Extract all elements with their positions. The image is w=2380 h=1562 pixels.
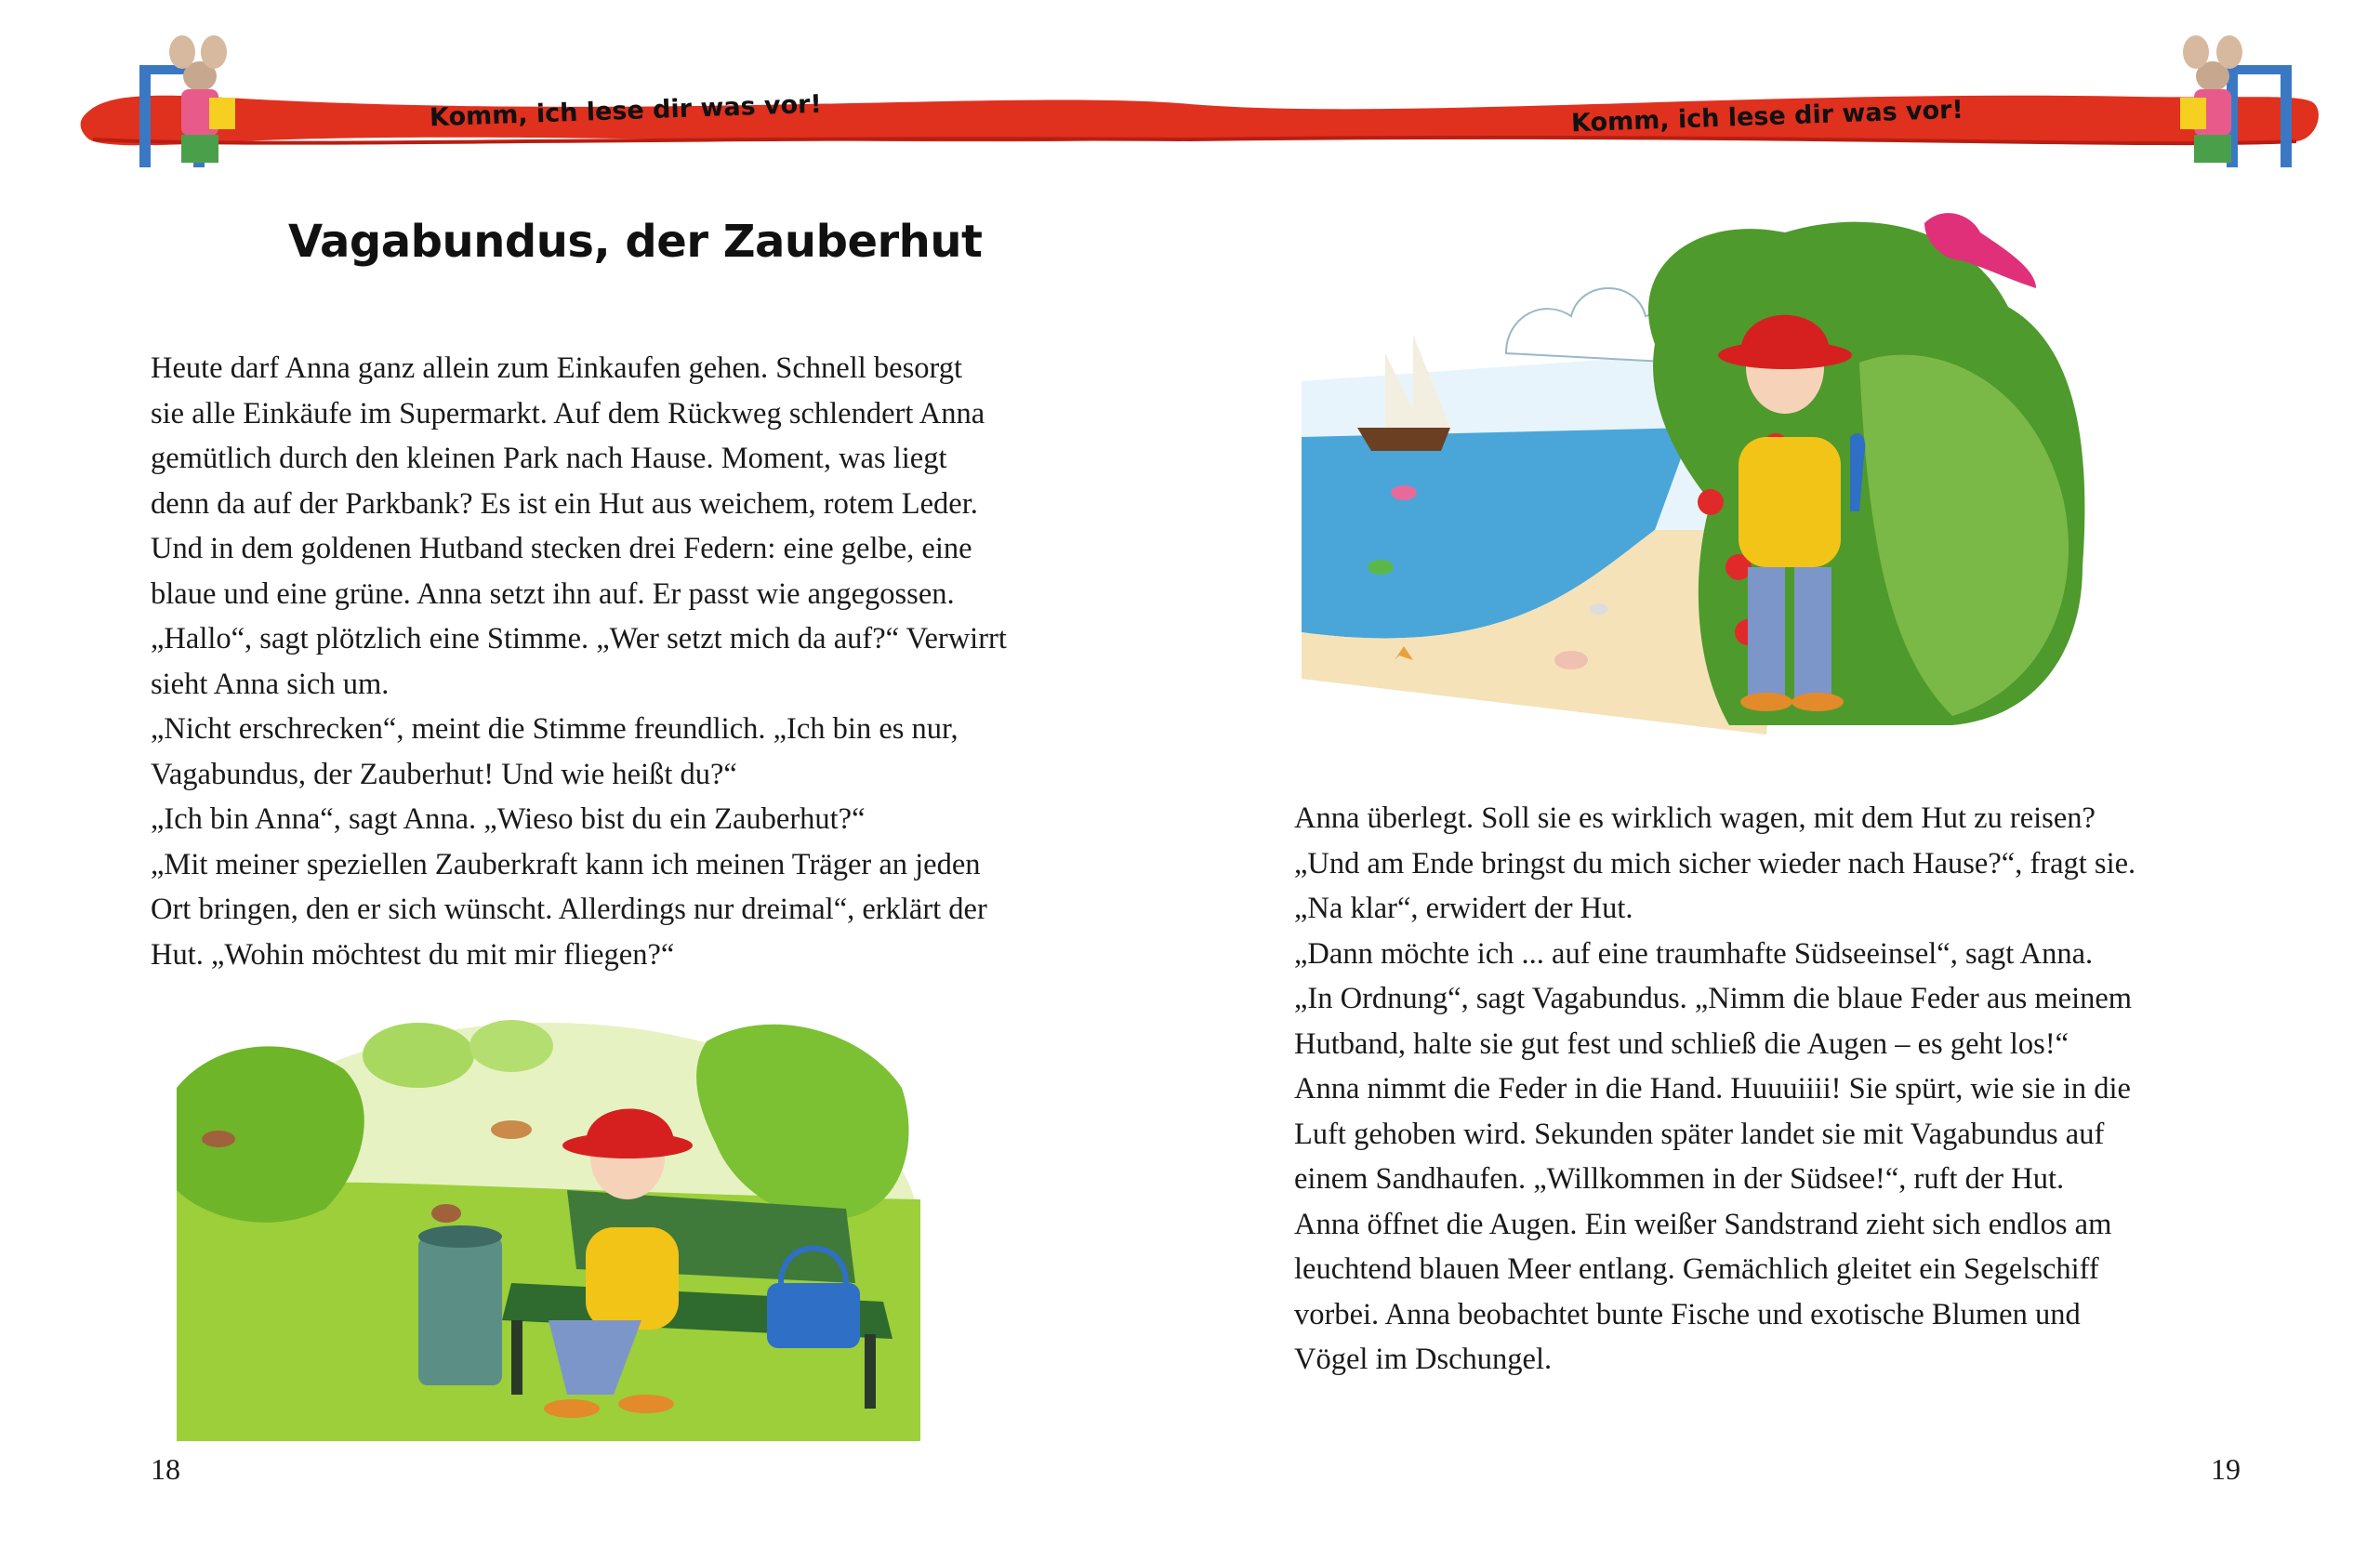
text-line: „Ich bin Anna“, sagt Anna. „Wieso bist du ein Zauberhut?“ [151, 802, 866, 836]
left-page-text [151, 346, 1136, 977]
text-line: blaue und eine grüne. Anna setzt ihn auf. Er passt wie angegossen. [151, 576, 955, 611]
text-line: Luft gehoben wird. Sekunden später landet sie mit Vagabundus auf [1294, 1117, 2105, 1151]
text-line: „Hallo“, sagt plötzlich eine Stimme. „Wer setzt mich da auf?“ Verwirrt [151, 622, 1007, 655]
text-line: gemütlich durch den kleinen Park nach Hause. Moment, was liegt [151, 442, 947, 475]
page-number-right: 19 [2211, 1452, 2241, 1486]
page-number-left: 18 [151, 1452, 180, 1486]
text-line: einem Sandhaufen. „Willkommen in der Südsee!“, ruft der Hut. [1294, 1162, 2065, 1196]
text-line: Heute darf Anna ganz allein zum Einkaufen gehen. Schnell besorgt [151, 351, 962, 385]
text-line: sie alle Einkäufe im Supermarkt. Auf dem Rückweg schlendert Anna [151, 396, 985, 430]
text-line: Vögel im Dschungel. [1294, 1343, 1553, 1376]
text-line: „Nicht erschrecken“, meint die Stimme freundlich. „Ich bin es nur, [151, 712, 959, 746]
text-line: vorbei. Anna beobachtet bunte Fische und exotische Blumen und [1294, 1297, 2081, 1331]
text-line: „Mit meiner speziellen Zauberkraft kann ich meinen Träger an jeden [151, 847, 981, 881]
banner-text-right: Komm, ich lese dir was vor! [1570, 95, 1964, 139]
beach-illustration [1302, 195, 2092, 735]
text-line: Vagabundus, der Zauberhut! Und wie heißt du?“ [151, 757, 737, 791]
banner-text-left: Komm, ich lese dir was vor! [429, 89, 823, 133]
text-line: „In Ordnung“, sagt Vagabundus. „Nimm die blaue Feder aus meinem [1294, 982, 2133, 1015]
banner-ribbon [0, 0, 2380, 186]
text-line: denn da auf der Parkbank? Es ist ein Hut aus weichem, rotem Leder. [151, 486, 978, 521]
text-line: Anna öffnet die Augen. Ein weißer Sandstrand zieht sich endlos am [1294, 1207, 2112, 1241]
header-banner [0, 0, 2380, 186]
text-line: Ort bringen, den er sich wünscht. Allerdings nur dreimal“, erklärt der [151, 893, 987, 926]
text-line: Anna nimmt die Feder in die Hand. Huuuiiii! Sie spürt, wie sie in die [1294, 1072, 2131, 1105]
text-line: „Dann möchte ich ... auf eine traumhafte Südseeinsel“, sagt Anna. [1294, 936, 2094, 971]
text-line: Anna überlegt. Soll sie es wirklich wagen, mit dem Hut zu reisen? [1294, 801, 2096, 835]
text-line: Und in dem goldenen Hutband stecken drei Federn: eine gelbe, eine [151, 532, 972, 565]
text-line: sieht Anna sich um. [151, 667, 390, 701]
text-line: „Na klar“, erwidert der Hut. [1294, 892, 1633, 925]
text-line: „Und am Ende bringst du mich sicher wieder nach Hause?“, fragt sie. [1294, 846, 2136, 880]
story-title: Vagabundus, der Zauberhut [288, 216, 983, 268]
text-line: Hutband, halte sie gut fest und schließ die Augen – es geht los!“ [1294, 1026, 2069, 1061]
right-page-text [1294, 796, 2280, 1383]
text-line: Hut. „Wohin möchtest du mit mir fliegen?“ [151, 937, 675, 972]
text-line: leuchtend blauen Meer entlang. Gemächlich gleitet ein Segelschiff [1294, 1252, 2099, 1286]
park-illustration [177, 1004, 920, 1441]
